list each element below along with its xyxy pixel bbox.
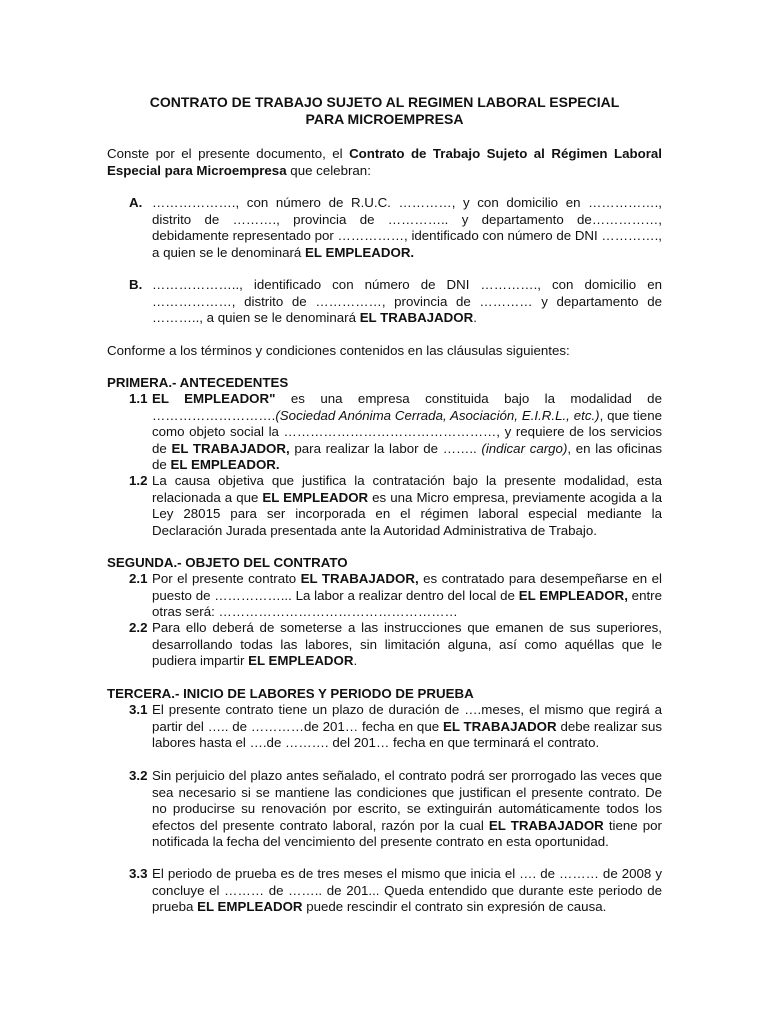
clause-3-2 <box>129 768 662 851</box>
title-line-2: PARA MICROEMPRESA <box>305 111 464 127</box>
section-heading-segunda: SEGUNDA.- OBJETO DEL CONTRATO <box>107 555 348 570</box>
clause-1-2 <box>129 473 662 539</box>
party-a-marker: A. <box>129 195 143 210</box>
party-b <box>129 277 662 327</box>
clause-text: El periodo de prueba es de tres meses el mismo que inicia el …. de ……… de 2008 y concluye el ……… de …….. de 201... Queda entendido que durante este periodo de prueba EL EMPLEADOR puede rescindir el contrato sin expresión de causa. <box>152 866 662 915</box>
clause-number: 1.2 <box>129 473 148 488</box>
clause-3-3 <box>129 866 662 916</box>
clause-text: Sin perjuicio del plazo antes señalado, el contrato podrá ser prorrogado las veces que sea necesario si se mantiene las condiciones que justifican el presente contrato. De no producirse su renovación por escrito, se extinguirán automáticamente todos los efectos del presente contrato laboral, razón por la cual EL TRABAJADOR tiene por notificada la fecha del vencimiento del presente contrato en esta oportunidad. <box>152 768 662 850</box>
clause-text: EL EMPLEADOR" es una empresa constituida bajo la modalidad de ……………………….(Sociedad Anónima Cerrada, Asociación, E.I.R.L., etc.), que tiene como objeto social la …………………………………………, y requiere de los servicios de EL TRABAJADOR, para realizar la labor de …….. (indicar cargo), en las oficinas de EL EMPLEADOR. <box>152 391 663 473</box>
clause-number: 3.3 <box>129 866 148 881</box>
clause-number: 3.2 <box>129 768 148 783</box>
conforme-paragraph: Conforme a los términos y condiciones contenidos en las cláusulas siguientes: <box>107 343 570 358</box>
clause-number: 2.1 <box>129 571 148 586</box>
party-a-text: ………………., con número de R.U.C. …………, y con domicilio en ……………., distrito de ………., provincia de ………….. y departamento de……………, debidamente representado por ……………, identificado con número de DNI …………., a quien se le denominará EL EMPLEADOR. <box>152 195 662 260</box>
clause-text: Para ello deberá de someterse a las instrucciones que emanen de sus superiores, desarrollando todas las labores, sin limitación alguna, así como aquéllas que le pudiera impartir EL EMPLEADOR. <box>152 620 662 669</box>
clause-text: La causa objetiva que justifica la contratación bajo la presente modalidad, esta relacionada a que EL EMPLEADOR es una Micro empresa, previamente acogida a la Ley 28015 para ser incorporada en el régimen laboral especial mediante la Declaración Jurada presentada ante la Autoridad Administrativa de Trabajo. <box>152 473 662 538</box>
party-b-text: ……………….., identificado con número de DNI …………., con domicilio en ………………, distrito de ……………, provincia de ………… y departamento de ……….., a quien se le denominará EL TRABAJADOR. <box>152 277 662 326</box>
clause-3-1 <box>129 702 662 752</box>
section-heading-tercera: TERCERA.- INICIO DE LABORES Y PERIODO DE PRUEBA <box>107 686 474 701</box>
title-line-1: CONTRATO DE TRABAJO SUJETO AL REGIMEN LABORAL ESPECIAL <box>149 94 620 110</box>
party-b-marker: B. <box>129 277 143 292</box>
section-heading-primera: PRIMERA.- ANTECEDENTES <box>107 375 289 390</box>
clause-2-1 <box>129 571 662 621</box>
clause-text: Por el presente contrato EL TRABAJADOR, es contratado para desempeñarse en el puesto de ……………... La labor a realizar dentro del local de EL EMPLEADOR, entre otras será: ……………………………………………… <box>152 571 662 620</box>
document-title <box>107 94 662 128</box>
clause-number: 2.2 <box>129 620 148 635</box>
clause-2-2 <box>129 620 662 670</box>
clause-text: El presente contrato tiene un plazo de duración de ….meses, el mismo que regirá a partir del ….. de …………de 201… fecha en que EL TRABAJADOR debe realizar sus labores hasta el ….de ………. del 201… fecha en que terminará el contrato. <box>152 702 662 751</box>
clause-number: 3.1 <box>129 702 148 717</box>
intro-paragraph: Conste por el presente documento, el Contrato de Trabajo Sujeto al Régimen Laboral Especial para Microempresa que celebran: <box>107 146 662 178</box>
clause-number: 1.1 <box>129 391 148 406</box>
party-a <box>129 195 662 261</box>
clause-1-1 <box>129 391 662 474</box>
